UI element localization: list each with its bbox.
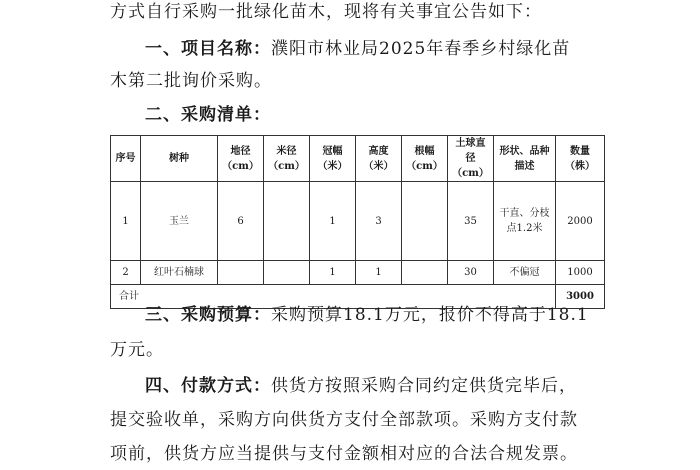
table-cell: 2 [111, 261, 141, 285]
table-header-row [111, 136, 605, 182]
header-cell: 冠幅（米） [310, 136, 356, 182]
table-cell: 1 [310, 261, 356, 285]
table-cell: 30 [448, 261, 494, 285]
table-cell [402, 182, 448, 261]
table-cell [264, 261, 310, 285]
table-row [111, 182, 605, 261]
total-value: 3000 [556, 285, 605, 309]
table-cell: 1 [356, 261, 402, 285]
table-cell [218, 261, 264, 285]
table-cell: 35 [448, 182, 494, 261]
section-3-cont: 万元。 [110, 340, 164, 360]
section-4-text: 供货方按照采购合同约定供货完毕后， [271, 376, 577, 396]
section-4-line [145, 376, 645, 396]
section-3-heading: 三、采购预算： [145, 305, 271, 325]
section-1-heading: 一、项目名称： [145, 39, 271, 59]
header-cell: 根幅（cm） [402, 136, 448, 182]
header-cell: 序号 [111, 136, 141, 182]
procurement-table [110, 135, 605, 309]
table-cell: 1 [310, 182, 356, 261]
table-cell: 玉兰 [141, 182, 218, 261]
section-2-heading: 二、采购清单： [145, 105, 271, 125]
table-cell: 1 [111, 182, 141, 261]
section-4-line-2: 提交验收单，采购方向供货方支付全部款项。采购方支付款 [110, 410, 578, 430]
section-4-heading: 四、付款方式： [145, 376, 271, 396]
section-1-cont: 木第二批询价采购。 [110, 71, 272, 91]
intro-tail-line: 方式自行采购一批绿化苗木，现将有关事宜公告如下： [110, 2, 542, 22]
header-cell: 米径（cm） [264, 136, 310, 182]
total-label: 合计 [111, 285, 556, 309]
table-row [111, 261, 605, 285]
section-3-text: 采购预算18.1万元，报价不得高于18.1 [271, 305, 589, 325]
header-cell: 土球直径（cm） [448, 136, 494, 182]
header-cell: 数量（株） [556, 136, 605, 182]
table-cell: 3 [356, 182, 402, 261]
table-cell: 红叶石楠球 [141, 261, 218, 285]
table-cell: 干直、分枝点1.2米 [494, 182, 556, 261]
header-cell: 树种 [141, 136, 218, 182]
header-cell: 形状、品种描述 [494, 136, 556, 182]
section-1-text: 濮阳市林业局2025年春季乡村绿化苗 [271, 39, 571, 59]
section-3-line [145, 305, 645, 325]
header-cell: 地径（cm） [218, 136, 264, 182]
table-cell: 不偏冠 [494, 261, 556, 285]
section-1-line [145, 39, 645, 59]
table-cell [264, 182, 310, 261]
table-cell [402, 261, 448, 285]
header-cell: 高度（米） [356, 136, 402, 182]
table-cell: 1000 [556, 261, 605, 285]
table-cell: 6 [218, 182, 264, 261]
section-4-line-3: 项前，供货方应当提供与支付金额相对应的合法合规发票。 [110, 444, 578, 464]
table-cell: 2000 [556, 182, 605, 261]
